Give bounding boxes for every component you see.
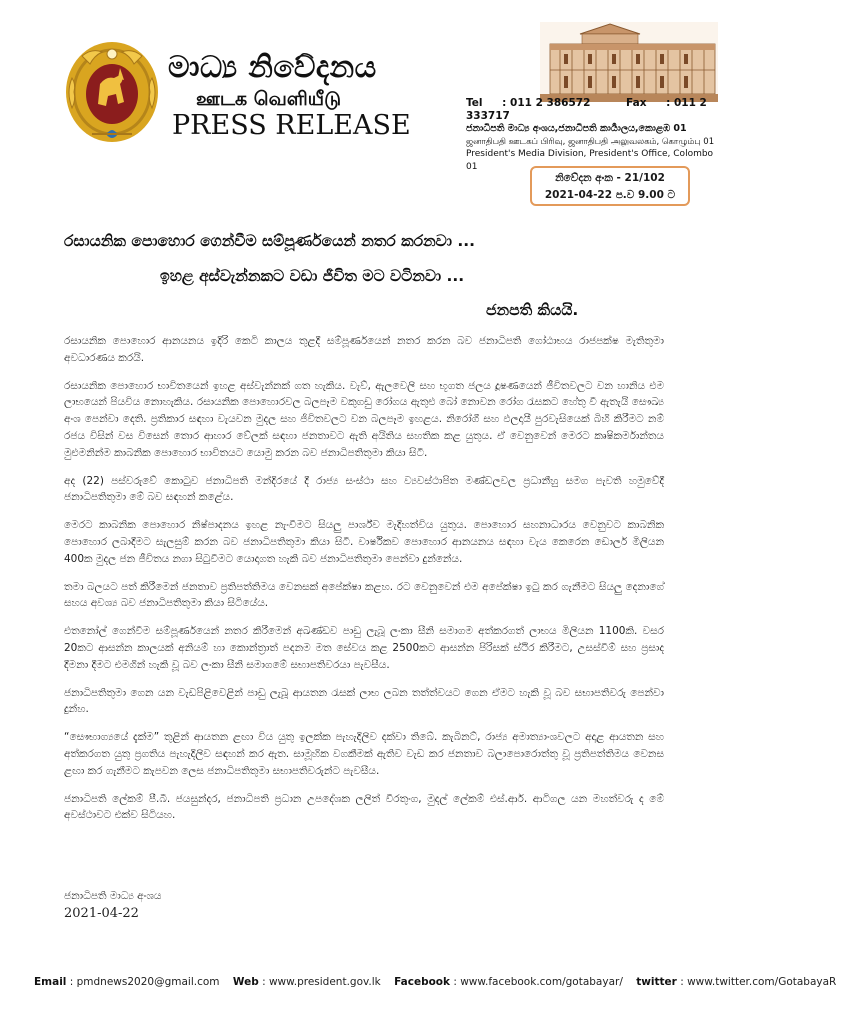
title-tamil: ஊடக வெளியீடு (196, 88, 342, 110)
paragraph: එතනෝල් ගෙන්වීම සම්පූර්ණයෙන් නතර කිරීමෙන් අඛණ්ඩව පාඩු ලැබූ ලංකා සීනි සමාගම අත්කරගත් ලාභය මිලියන 1100කි. වසර 20කට ආසන්න කාලයක් අනියම් හා කොන්ත්‍රාත් පදනම මත සේවය කළ 2500කට ආසන්න පිරිසක් ස්ථිර කිරීමට, උසස්වීම් සහ ප්‍රසාද දීමනා දීමට එමගින් හැකි වූ බව ලංකා සීනි සමාගමේ සභාපතිවරයා පැවසීය. (64, 625, 664, 671)
web-link[interactable]: : www.president.gov.lk (262, 976, 381, 988)
email-link[interactable]: : pmdnews2020@gmail.com (69, 976, 220, 988)
headline-2: ඉහළ අස්වැන්නකට වඩා ජීවිත මට වටිනවා ... (160, 267, 465, 285)
paragraph: ජනාධිපතිතුමා ගෙන යන වැඩපිළිවෙළින් පාඩු ලැබූ ආයතන රැසක් ලාභ ලබන තත්ත්වයට ගෙන ඒමට හැකි වූ බව සභාපතිවරු පෙන්වා දුන්හ. (64, 686, 664, 716)
tel-label: Tel (466, 97, 483, 109)
paragraph: රසායනික පොහොර ආනයනය ඉදිරි කෙටි කාලය තුළදී සම්පූර්ණයෙන් නතර කරන බව ජනාධිපති ගෝඨාභය රාජපක්ෂ මැතිතුමා අවධාරණය කරයි. (64, 335, 664, 364)
sri-lanka-emblem-icon (62, 38, 162, 146)
web-label: Web (232, 976, 259, 988)
signoff (64, 888, 161, 922)
paragraph: මෙරට කාබනික පොහොර නිෂ්පාදනය ඉහළ නැංවීමට සියලු පාර්ශ්ව මැදිහත්විය යුතුය. පොහොර සහනාධාරය වෙනුවට කාබනික පොහොර ලබාදීමට සැලසුම් කරන බව ජනාධිපතිතුමා කියා සිටී. වාර්ෂිකව පොහොර ආනයනය සඳහා වැය කෙරෙන ඩොලර් මිලියන 400ක මුදල ජන ජීවිතය නගා සිටුවීමට යොදාගත හැකි බව ජනාධිපතිතුමා පෙන්වා දුන්නේය. (64, 519, 664, 565)
office-address-sinhala: ජනාධිපති මාධ්‍ය අංශය,ජනාධිපති කාර්‍යාලය,කොළඹ 01 (466, 123, 687, 134)
title-sinhala: මාධ්‍ය නිවේදනය (168, 50, 377, 85)
phone-fax-line (466, 97, 718, 122)
paragraph: “සෞභාග්‍යයේ දැක්ම” තුළින් ආයතන ළඟා විය යුතු ඉලක්ක පැහැදිලිව දක්වා තිබේ. කැබිනට්, රාජ්‍ය අමාත්‍යාංශවලට අදාළ ආයතන සහ අත්කරගත යුතු ප්‍රගතිය පැහැදිලිව සඳහන් කර ඇත. සාමූහික වගකීමක් ඇතිව වැඩ කර ජනතාව බලාපොරොත්තු වූ ප්‍රතිපත්තිමය වෙනස ළඟා කර ගැනීමට කැපවන ලෙස ජනාධිපතිතුමා සභාපතිවරුන්ට පැවසීය. (64, 731, 664, 777)
title-english: PRESS RELEASE (172, 110, 411, 141)
tel-value: : 011 2 386572 (502, 97, 591, 109)
fax-value: : 011 2 333717 (466, 97, 707, 122)
release-number: නිවේදන අංක - 21/102 (555, 172, 665, 184)
fax-label: Fax (626, 97, 647, 109)
email-label: Email (34, 976, 67, 988)
office-address-english: President's Media Division, President's Office, Colombo 01 (466, 149, 714, 172)
facebook-label: Facebook (394, 976, 450, 988)
contact-block (466, 97, 718, 173)
release-reference-box (530, 166, 690, 206)
twitter-label: twitter (636, 976, 677, 988)
presidents-house-building-icon (540, 22, 718, 102)
paragraph: තමා බලයට පත් කිරීමෙන් ජනතාව ප්‍රතිපත්තිමය වෙනසක් අපේක්ෂා කළහ. රට වෙනුවෙන් එම අපේක්ෂා ඉටු කර ගැනීමට සියලු දෙනාගේ සහය අවශ්‍ය බව ජනාධිපතිතුමා කියා සිටියේය. (64, 580, 664, 610)
paragraph: රසායනික පොහොර භාවිතයෙන් ඉහළ අස්වැන්නක් ගත හැකිය. වැව්, ඇලවෙලි සහ භූගත ජලය දූෂණයෙන් ජීවිතවලට වන හානිය එම ලාභයෙන් පියවිය නොහැකිය. රසායනික පොහොරවල බලපෑම වකුගඩු රෝගය ඇතුළු බෝ නොවන රෝග රැසකට හේතු වී ඇතැයි සෞඛ්‍ය අංශ පෙන්වා දෙති. ප්‍රතිකාර සඳහා වැයවන මුදල සහ ජිවිතවලට වන බලපෑම ඉහළය. නිරෝගී සහ ඵලදායී පුරවැසියෙක් බිහි කිරීමට නම් රජය විසින් වස විසෙන් තොර ආහාර වේලක් සඳහා ජනතාවට ඇති අයිතිය සහතික කළ යුතුය. ඒ වෙනුවෙන් මෙරට කෘෂිකර්මාන්තය මුළුමනින්ම කාබනික පොහොර භාවිතයට යොමු කරන බව ජනාධිපතිතුමා කියා සිටී. (64, 379, 664, 459)
release-datetime: 2021-04-22 ප.ව 9.00 ට (544, 189, 676, 201)
headline-1: රසායනික පොහොර ගෙන්වීම සම්පූර්ණයෙන් නතර කරනවා ... (64, 232, 475, 250)
facebook-link[interactable]: : www.facebook.com/gotabayar/ (453, 976, 623, 988)
paragraph: ජනාධිපති ලේකම් පී.බී. ජයසුන්දර, ජනාධිපති ප්‍රධාන උපදේශක ලලිත් වීරතුංග, මුදල් ලේකම් එස්.ආර්. ආටිගල යන මහත්වරු ද මේ අවස්ථාවට එක්ව සිටියහ. (64, 792, 664, 822)
paragraph: අද (22) පස්වරුවේ කොටුව ජනාධිපති මන්දිරයේ දී රාජ්‍ය සංස්ථා සහ ව්‍යවස්ථාපිත මණ්ඩලවල ප්‍රධානීහු සමග පැවති හමුවේදී ජනාධිපතිතුමා මේ බව සඳහන් කළේය. (64, 474, 664, 504)
office-address-tamil: ஜனாதிபதி ஊடகப் பிரிவு, ஜனாதிபதி அலுவலகம், கொழும்பு 01 (466, 136, 715, 147)
signoff-division: ජනාධිපති මාධ්‍ය අංශය (64, 890, 162, 902)
twitter-link[interactable]: : www.twitter.com/GotabayaR (680, 976, 837, 988)
signoff-date: 2021-04-22 (64, 906, 139, 921)
headline-attribution: ජනපති කියයි. (486, 301, 579, 319)
article-body (64, 333, 664, 835)
footer-contacts (34, 976, 837, 988)
